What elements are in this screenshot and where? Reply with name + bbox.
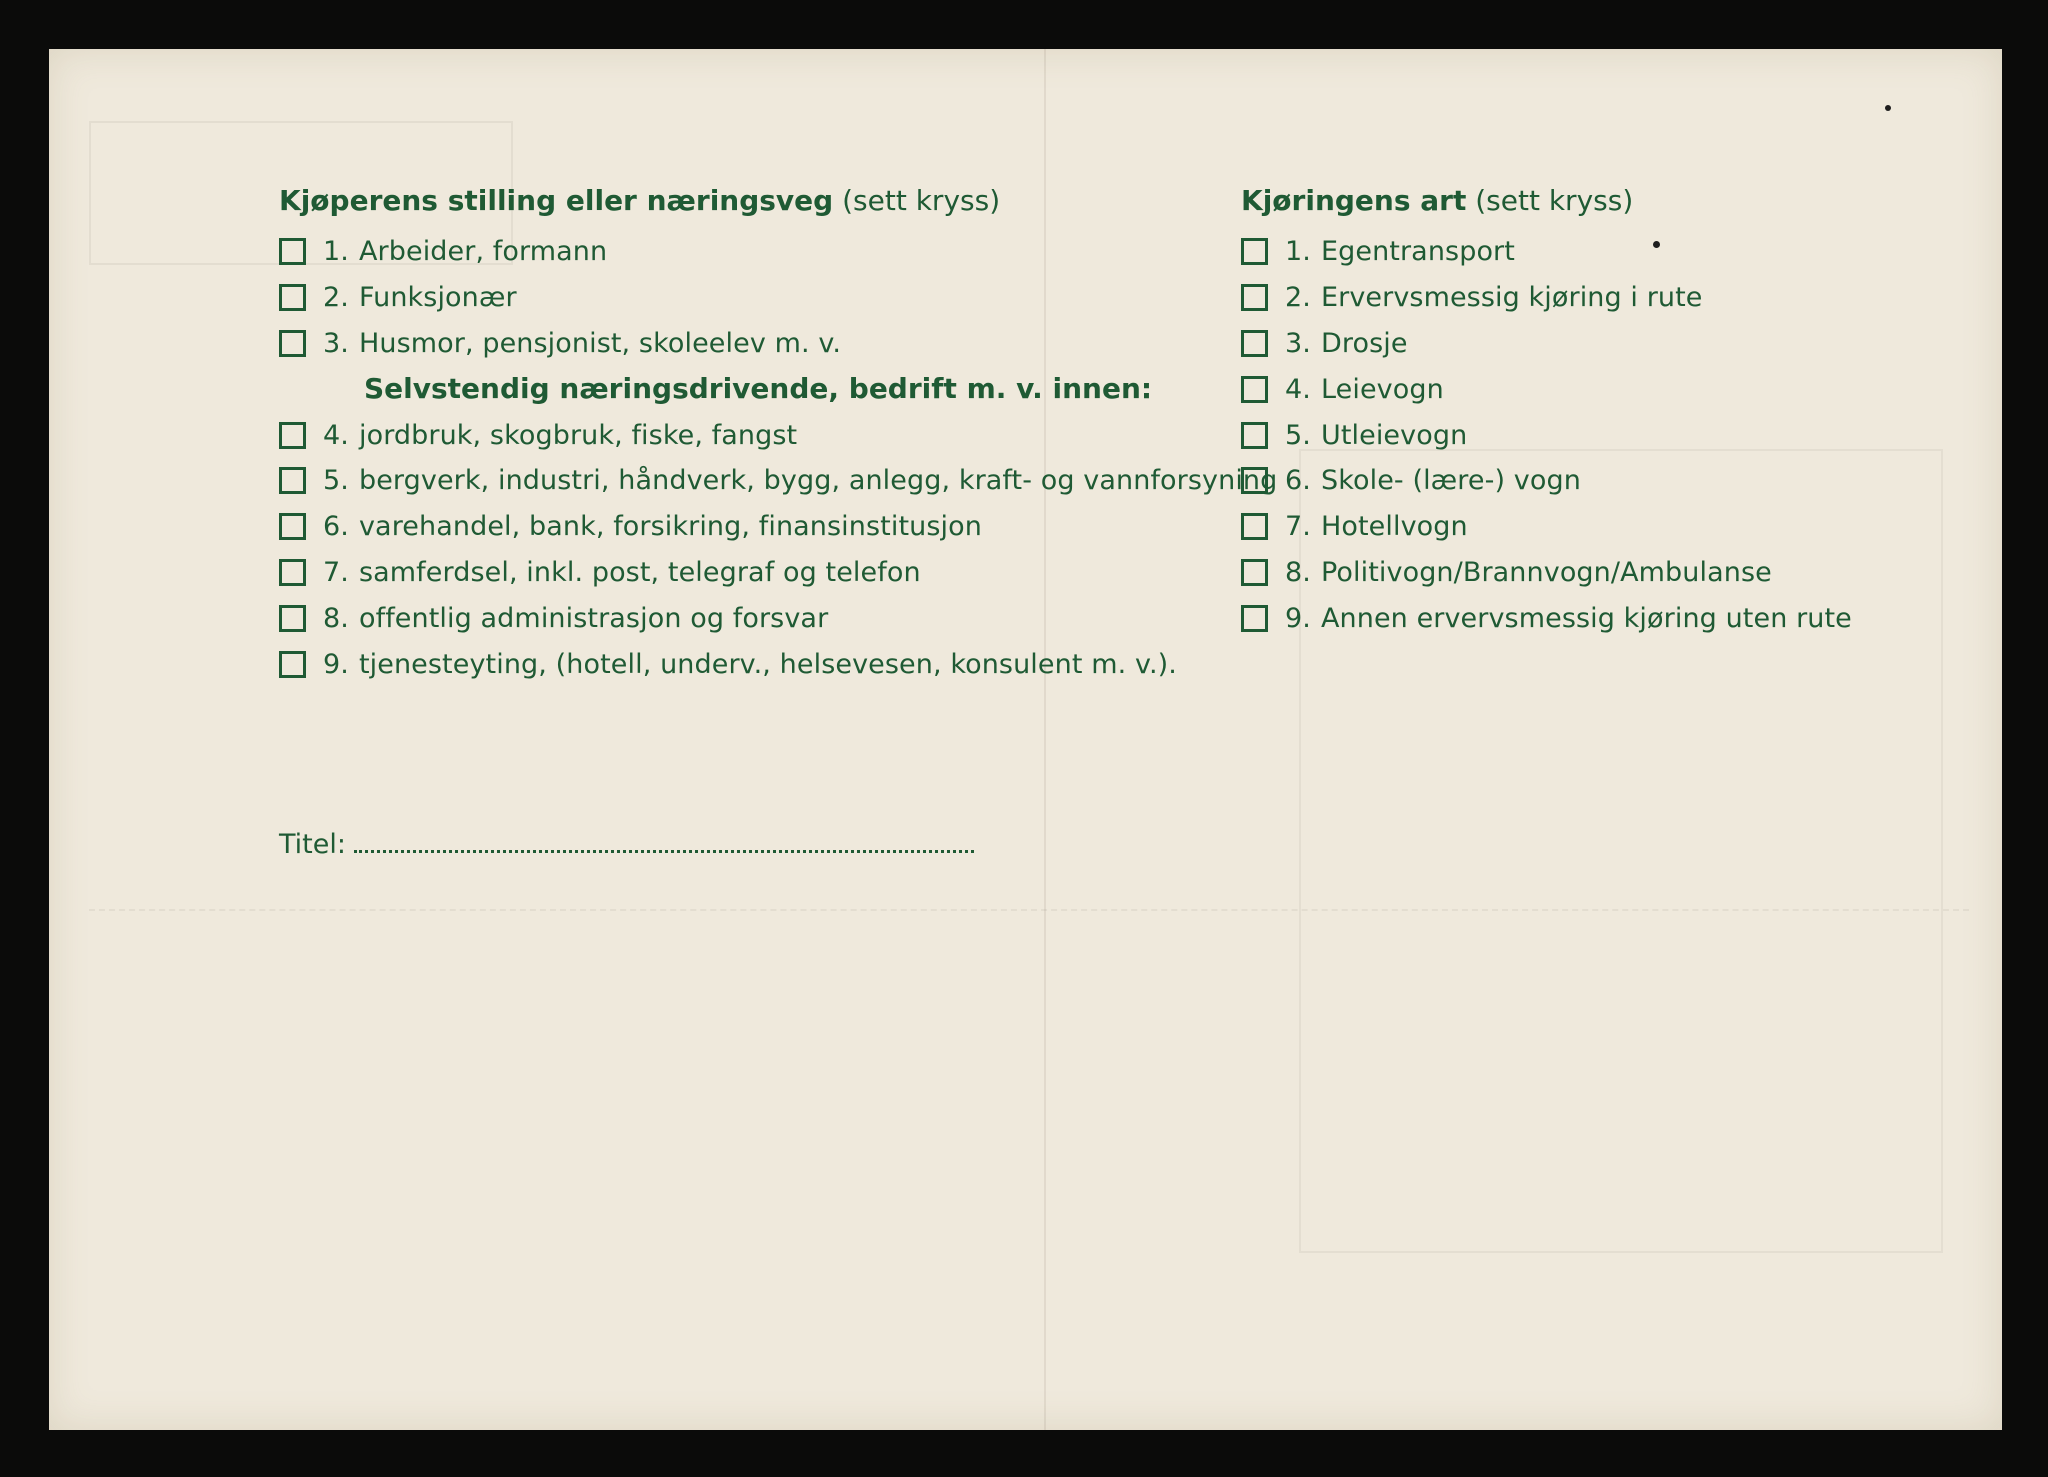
option-number: 7. bbox=[1285, 511, 1311, 543]
checkbox-option bbox=[279, 412, 1259, 458]
checkbox-option bbox=[1241, 275, 1941, 321]
checkbox-option bbox=[279, 595, 1259, 641]
checkbox[interactable] bbox=[1241, 513, 1268, 540]
checkbox[interactable] bbox=[1241, 605, 1268, 632]
option-number: 4. bbox=[1285, 373, 1311, 405]
checkbox[interactable] bbox=[279, 651, 306, 678]
occupation-list-a bbox=[279, 229, 1259, 366]
option-number: 5. bbox=[323, 465, 349, 497]
driving-type-section bbox=[1241, 173, 1941, 641]
checkbox[interactable] bbox=[279, 238, 306, 265]
checkbox[interactable] bbox=[279, 422, 306, 449]
option-label: Skole- (lære-) vogn bbox=[1320, 465, 1581, 497]
option-label: Utleievogn bbox=[1320, 419, 1468, 451]
checkbox-option bbox=[1241, 458, 1941, 504]
checkbox-option bbox=[1241, 595, 1941, 641]
option-label: Ervervsmessig kjøring i rute bbox=[1320, 282, 1703, 314]
checkbox-option bbox=[1241, 550, 1941, 596]
option-label: Leievogn bbox=[1320, 373, 1444, 405]
checkbox-option bbox=[1241, 229, 1941, 275]
option-number: 8. bbox=[1285, 556, 1311, 588]
option-number: 3. bbox=[323, 327, 349, 359]
driving-type-note: (sett kryss) bbox=[1475, 184, 1634, 217]
checkbox-option bbox=[279, 458, 1278, 504]
checkbox[interactable] bbox=[279, 559, 306, 586]
buyer-occupation-note: (sett kryss) bbox=[842, 184, 1001, 217]
checkbox-option bbox=[279, 550, 1259, 596]
checkbox[interactable] bbox=[279, 605, 306, 632]
option-number: 4. bbox=[323, 419, 349, 451]
ink-speck bbox=[1885, 105, 1891, 111]
option-label: Annen ervervsmessig kjøring uten rute bbox=[1320, 602, 1852, 634]
checkbox[interactable] bbox=[279, 513, 306, 540]
option-label: Egentransport bbox=[1320, 236, 1515, 268]
checkbox[interactable] bbox=[1241, 422, 1268, 449]
ink-speck bbox=[1653, 241, 1660, 248]
driving-type-title: Kjøringens art bbox=[1241, 184, 1467, 217]
option-label: Husmor, pensjonist, skoleelev m. v. bbox=[358, 327, 842, 359]
option-number: 9. bbox=[1285, 602, 1311, 634]
buyer-occupation-heading bbox=[279, 173, 1259, 229]
option-number: 9. bbox=[323, 648, 349, 680]
occupation-list-b bbox=[279, 412, 1278, 687]
titel-field[interactable] bbox=[279, 829, 974, 860]
checkbox[interactable] bbox=[1241, 284, 1268, 311]
checkbox[interactable] bbox=[279, 284, 306, 311]
checkbox[interactable] bbox=[1241, 330, 1268, 357]
option-label: tjenesteyting, (hotell, underv., helsevesen, konsulent m. v.). bbox=[358, 648, 1177, 680]
checkbox-option bbox=[279, 504, 1259, 550]
option-label: samferdsel, inkl. post, telegraf og telefon bbox=[358, 556, 921, 588]
option-label: Funksjonær bbox=[358, 282, 517, 314]
option-number: 5. bbox=[1285, 419, 1311, 451]
option-number: 3. bbox=[1285, 327, 1311, 359]
checkbox[interactable] bbox=[1241, 467, 1268, 494]
self-employed-subheading: Selvstendig næringsdrivende, bedrift m. v. innen: bbox=[364, 372, 1153, 406]
option-number: 1. bbox=[323, 236, 349, 268]
checkbox-option bbox=[279, 321, 1259, 367]
option-label: offentlig administrasjon og forsvar bbox=[358, 602, 829, 634]
option-label: jordbruk, skogbruk, fiske, fangst bbox=[358, 419, 798, 451]
option-label: bergverk, industri, håndverk, bygg, anlegg, kraft- og vannforsyning bbox=[358, 465, 1278, 497]
buyer-occupation-title: Kjøperens stilling eller næringsveg bbox=[279, 184, 834, 217]
option-label: Hotellvogn bbox=[1320, 511, 1468, 543]
titel-label: Titel: bbox=[279, 829, 346, 860]
option-label: varehandel, bank, forsikring, finansinstitusjon bbox=[358, 511, 982, 543]
driving-type-heading bbox=[1241, 173, 1941, 229]
buyer-occupation-section bbox=[279, 173, 1278, 687]
checkbox[interactable] bbox=[279, 467, 306, 494]
option-number: 7. bbox=[323, 556, 349, 588]
bleed-through-line bbox=[89, 909, 1969, 911]
checkbox-option bbox=[279, 641, 1259, 687]
checkbox[interactable] bbox=[279, 330, 306, 357]
option-number: 1. bbox=[1285, 236, 1311, 268]
driving-type-list bbox=[1241, 229, 1941, 641]
option-label: Politivogn/Brannvogn/Ambulanse bbox=[1320, 556, 1772, 588]
option-number: 2. bbox=[323, 282, 349, 314]
checkbox[interactable] bbox=[1241, 376, 1268, 403]
option-number: 6. bbox=[323, 511, 349, 543]
option-label: Arbeider, formann bbox=[358, 236, 608, 268]
checkbox[interactable] bbox=[1241, 559, 1268, 586]
option-number: 8. bbox=[323, 602, 349, 634]
checkbox-option bbox=[1241, 321, 1941, 367]
checkbox[interactable] bbox=[1241, 238, 1268, 265]
checkbox-option bbox=[1241, 366, 1941, 412]
form-page bbox=[49, 49, 2002, 1430]
checkbox-option bbox=[279, 229, 1259, 275]
option-number: 2. bbox=[1285, 282, 1311, 314]
checkbox-option bbox=[279, 275, 1259, 321]
option-label: Drosje bbox=[1320, 327, 1408, 359]
titel-dotted-line[interactable] bbox=[354, 846, 974, 853]
option-number: 6. bbox=[1285, 465, 1311, 497]
checkbox-option bbox=[1241, 412, 1941, 458]
checkbox-option bbox=[1241, 504, 1941, 550]
